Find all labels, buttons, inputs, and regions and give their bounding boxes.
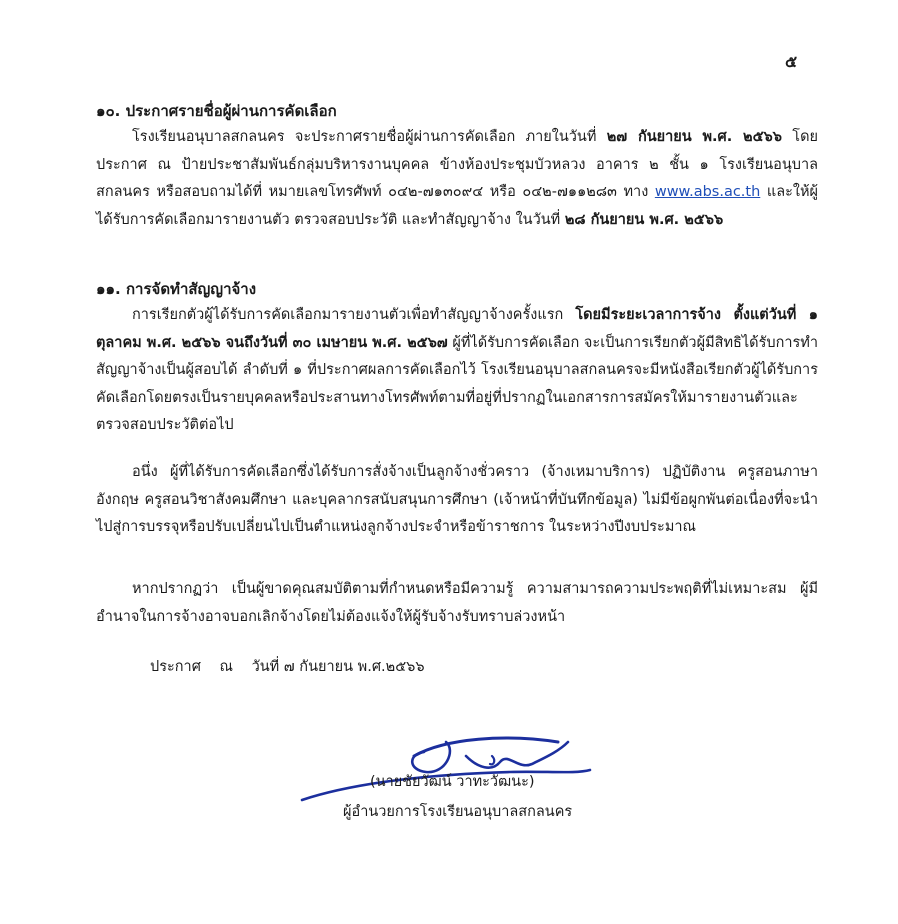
website-link[interactable]: www.abs.ac.th [654,184,761,200]
page-number: ๕ [785,52,798,71]
signer-name: (นายชัยวัฒน์ วาทะวัฒนะ) [370,774,535,790]
section-11-paragraph-3-block [96,576,818,631]
section-11-paragraph-2-block [96,459,818,542]
s10-announce-date: ๒๗ กันยายน พ.ศ. ๒๕๖๖ [606,129,782,145]
section-10-heading: ๑๐. ประกาศรายชื่อผู้ผ่านการคัดเลือก [96,102,337,120]
s11-p2-text: อนึ่ง ผู้ที่ได้รับการคัดเลือกซึ่งได้รับการสั่งจ้างเป็นลูกจ้างชั่วคราว (จ้างเหมาบริการ) ปฏิบัติงาน ครูสอนภาษาอังกฤษ ครูสอนวิชาสังคมศึกษา และบุคลากรสนับสนุนการศึกษา (เจ้าหน้าที่บันทึกข้อมูล) ไม่มีข้อผูกพันต่อเนื่องที่จะนำไปสู่การบรรจุหรือปรับเปลี่ยนไปเป็นตำแหน่งลูกจ้างประจำหรือข้าราชการ ในระหว่างปีงบประมาณ [96,464,818,535]
s10-text-c: โดยประกาศ ณ ป้ายประชาสัมพันธ์กลุ่มบริหารงานบุคคล ข้างห้องประชุมบัวหลวง อาคาร ๒ ชั้น ๑ โรงเรียนอนุบาลสกลนคร หรือสอบถามได้ที่ หมายเลขโทรศัพท์ ๐๔๒-๗๑๓๐๙๔ หรือ ๐๔๒-๗๑๑๒๘๓ ทาง [96,129,818,200]
s10-text-d: และให้ผู้ได้รับการคัดเลือกมารายงานตัว ตรวจสอบประวัติ และทำสัญญาจ้าง ในวันที่ [96,184,819,228]
section-11-paragraph-2 [96,459,818,542]
section-11-heading: ๑๑. การจัดทำสัญญาจ้าง [96,280,257,298]
announce-date: วันที่ ๗ กันยายน พ.ศ.๒๕๖๖ [251,659,425,675]
handwritten-signature [296,712,596,812]
section-11 [96,276,818,440]
s10-text-a: โรงเรียนอนุบาลสกลนคร จะประกาศรายชื่อผู้ผ่านการคัดเลือก ภายในวันที่ [132,129,607,145]
section-11-paragraph-1 [96,302,818,440]
s11-contract-period: โดยมีระยะเวลาการจ้าง ตั้งแต่วันที่ ๑ ตุลาคม พ.ศ. ๒๕๖๖ จนถึงวันที่ ๓๐ เมษายน พ.ศ. ๒๕๖๗ [96,307,818,351]
section-10 [96,98,818,234]
s10-report-date: ๒๘ กันยายน พ.ศ. ๒๕๖๖ [564,211,724,228]
announce-at: ณ [219,659,233,675]
s11-text-c: ผู้ที่ได้รับการคัดเลือก จะเป็นการเรียกตัวผู้มีสิทธิได้รับการทำสัญญาจ้างเป็นผู้สอบได้ ลำดับที่ ๑ ที่ประกาศผลการคัดเลือกไว้ โรงเรียนอนุบาลสกลนครจะมีหนังสือเรียกตัวผู้ได้รับการคัดเลือกโดยตรงเป็นรายบุคคลหรือประสานทางโทรศัพท์ตามที่อยู่ที่ปรากฏในเอกสารการสมัครให้มารายงานตัวและตรวจสอบประวัติต่อไป [96,334,818,433]
announce-label: ประกาศ [150,659,201,675]
section-10-paragraph [96,124,818,234]
announcement-date-line [150,654,425,680]
s11-p3-text: หากปรากฏว่า เป็นผู้ขาดคุณสมบัติตามที่กำหนดหรือมีความรู้ ความสามารถความประพฤติที่ไม่เหมาะสม ผู้มีอำนาจในการจ้างอาจบอกเลิกจ้างโดยไม่ต้องแจ้งให้ผู้รับจ้างรับทราบล่วงหน้า [96,581,818,625]
s11-text-a: การเรียกตัวผู้ได้รับการคัดเลือกมารายงานตัวเพื่อทำสัญญาจ้างครั้งแรก [132,307,576,323]
signer-title: ผู้อำนวยการโรงเรียนอนุบาลสกลนคร [343,804,573,820]
section-11-paragraph-3 [96,576,818,631]
